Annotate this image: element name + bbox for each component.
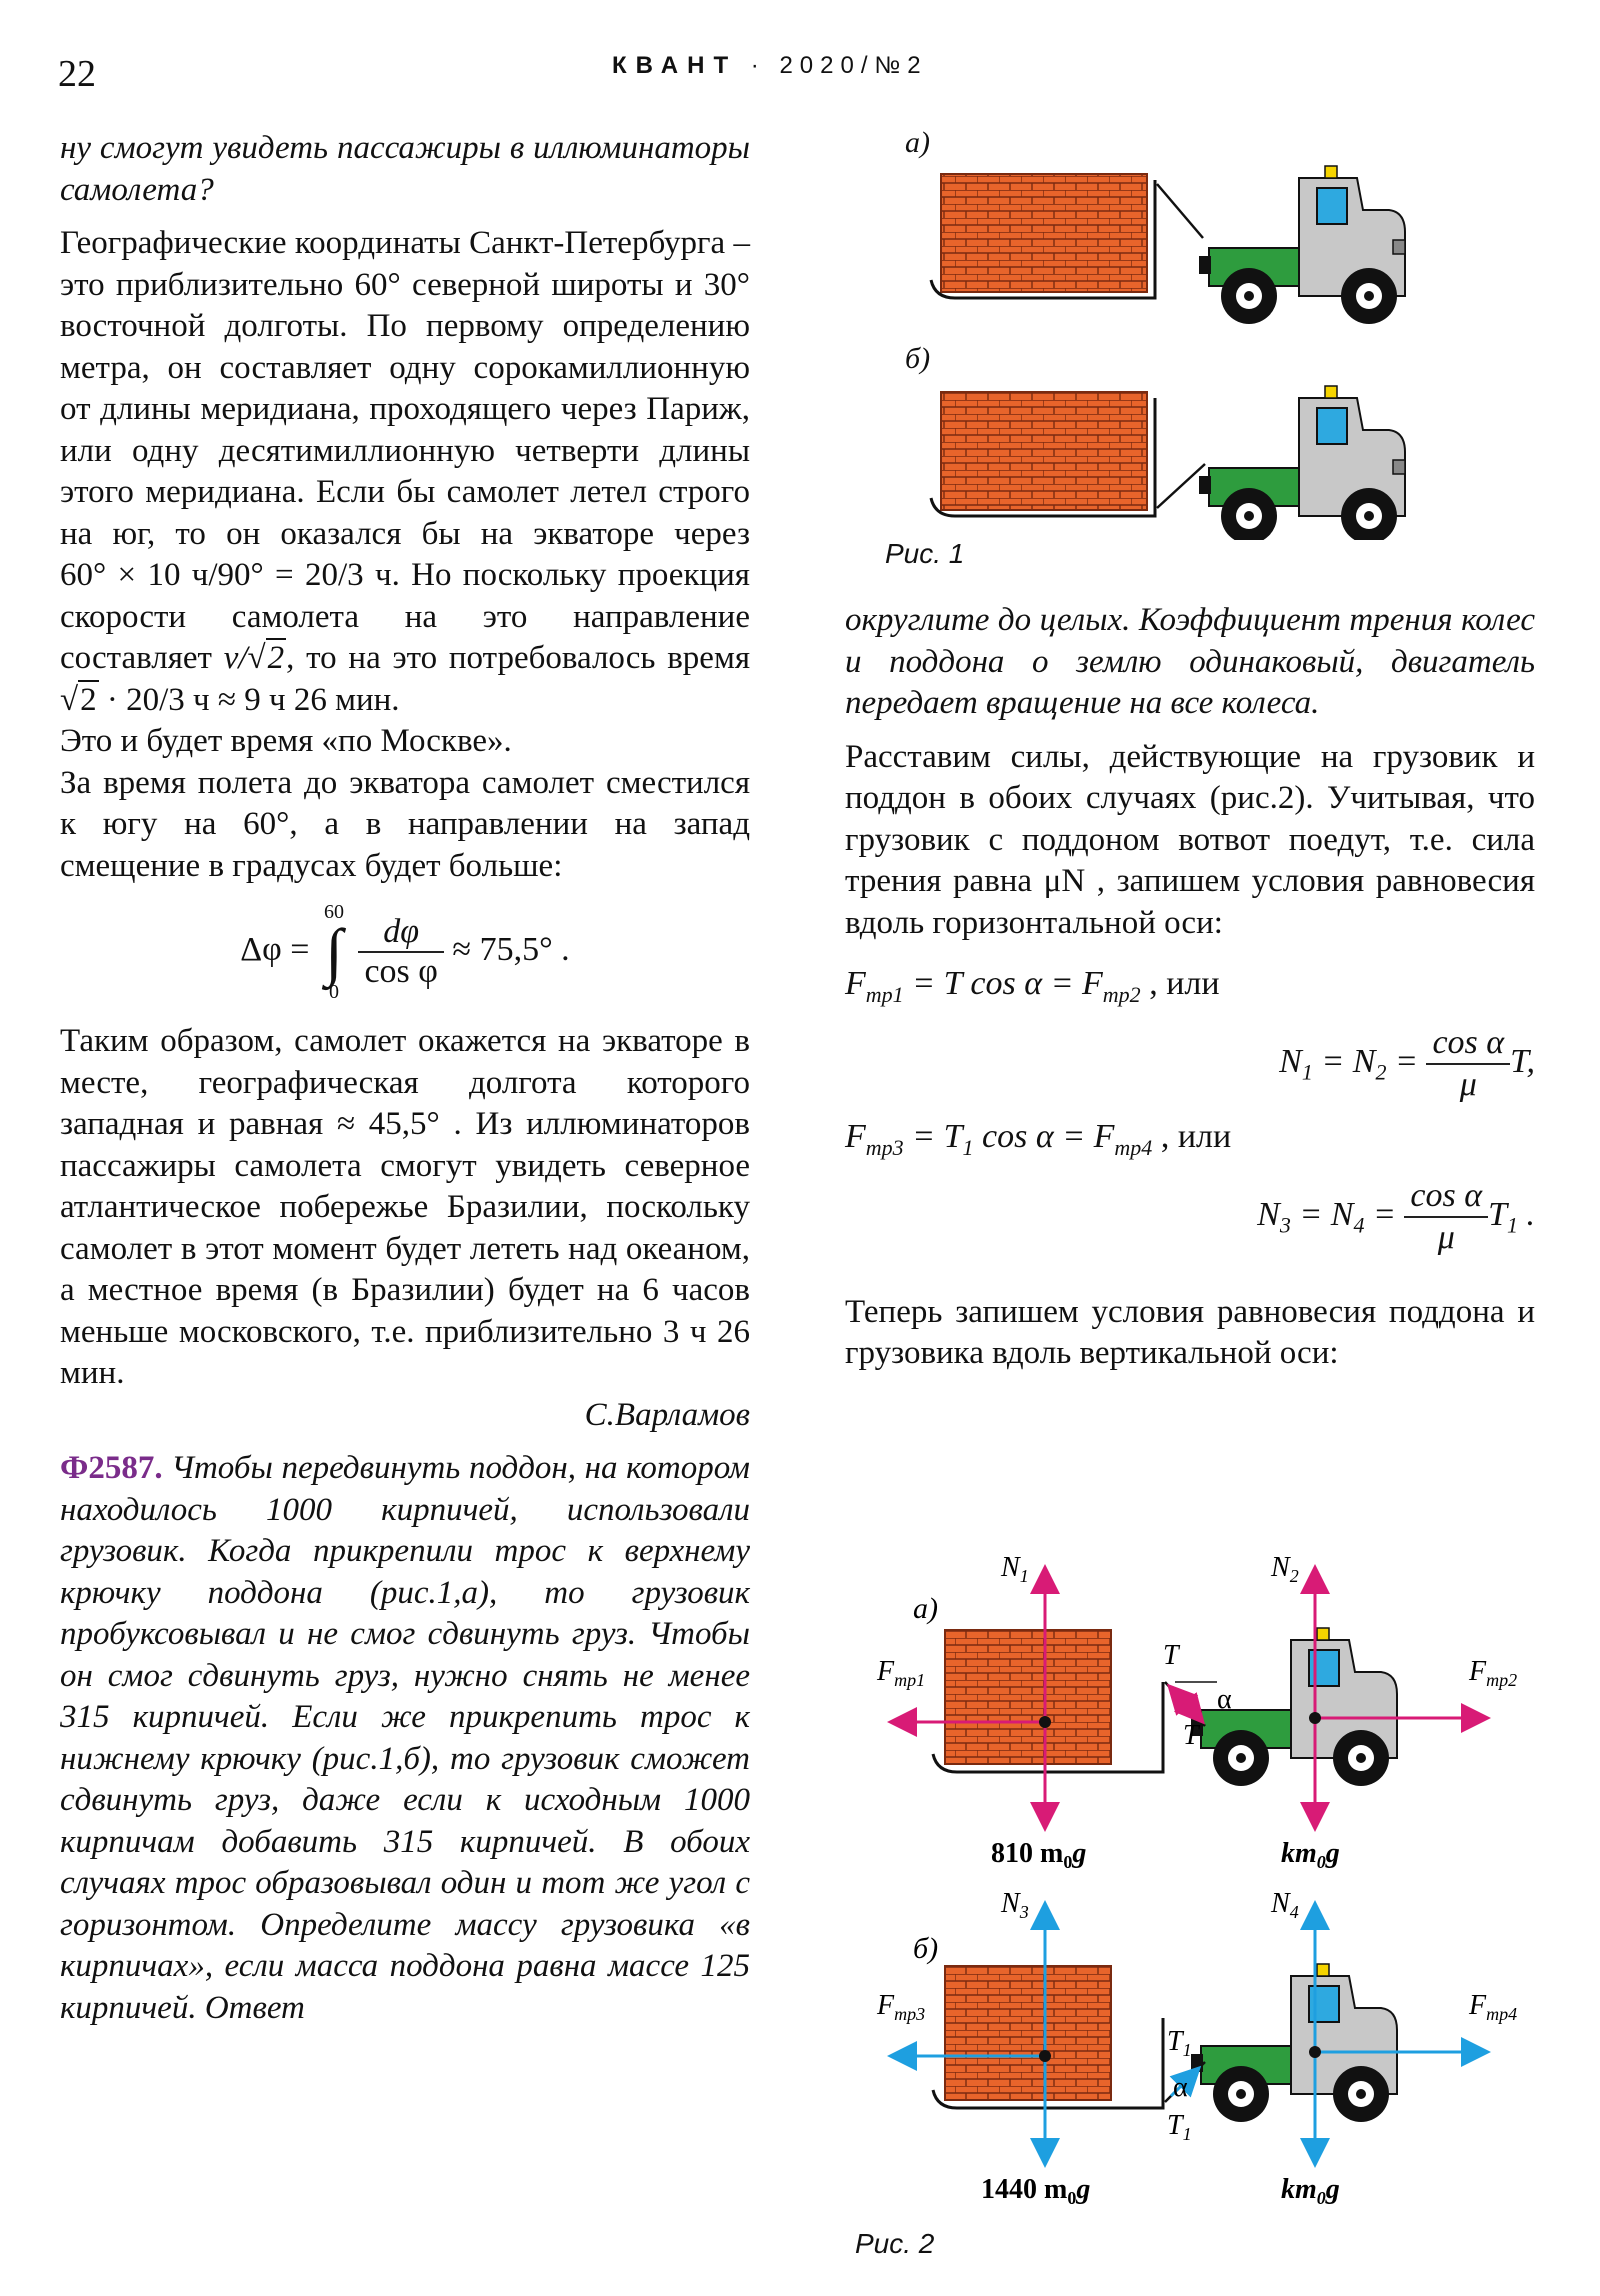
- fig2b-Ftr4-label: $F_{тр4}$: [1469, 1990, 1518, 2024]
- head-separator: ·: [750, 52, 766, 79]
- fig2b-N3-label: $N_3$: [1001, 1888, 1029, 1922]
- fig2-caption: Рис. 2: [855, 2228, 935, 2259]
- right-column: [845, 600, 1535, 1375]
- fig2a-Ftr2-label: $F_{тр2}$: [1469, 1656, 1518, 1690]
- fig2b-truck: [1191, 1964, 1397, 2122]
- figure-2: [845, 1540, 1545, 2260]
- fig2a-cm1: [1039, 1716, 1051, 1728]
- fig2b-cm2: [1309, 2046, 1321, 2058]
- fig1a-truck: [1199, 166, 1405, 324]
- fig2b-pallet: [933, 1966, 1163, 2108]
- formula-1: $F_{тр1} = T$ $\cos \alpha = F_{тр2}$ , или: [845, 965, 1220, 1007]
- fig2a-N1-label: $N_1$: [1001, 1552, 1029, 1586]
- para-text: , то на это потребовалось время: [286, 640, 751, 676]
- math-time-total: √2 · 20/3 ч ≈ 9 ч 26 мин: [60, 681, 392, 718]
- fig1b-truck: [1199, 386, 1405, 540]
- issue-number: 2020/№2: [779, 52, 928, 79]
- problem-number: Ф2587.: [60, 1450, 163, 1486]
- integrand-fraction: $\frac{d\varphi}{\text{cos φ}}$: [358, 913, 443, 991]
- fig1-drawing: [845, 120, 1545, 540]
- math-time: 60° × 10 ч/90° = 20/3 ч: [60, 557, 392, 593]
- formula-4: $N_3 = N_4$ = $\frac{\text{cos α}}{\mu}$ $T_1$ .: [1257, 1176, 1535, 1256]
- figure-1: [845, 120, 1545, 580]
- fig2a-cm2: [1309, 1712, 1321, 1724]
- fig2b-N4-label: $N_4$: [1271, 1888, 1299, 1922]
- fig2a-T2-label: T: [1183, 1720, 1199, 1751]
- forces-paragraph: Расставим силы, действующие на грузовик и поддон в обоих случаях (рис.2). Учитывая, что грузовик с поддоном вотвот поедут, т.е. сила трения равна μN , запишем условия равновесия вдоль горизонтальной оси:: [845, 738, 1535, 941]
- fig1a-rope: [1157, 184, 1203, 238]
- problem-statement: [60, 1448, 750, 2029]
- solution-paragraph-1: Географические координаты Санкт-Петербурга – это приблизительно 60° северной широты и 30° восточной долготы. По первому определению метра, он составляет одну сорокамиллионную от длины меридиана, проходящего через Париж, или одну десятимиллионную четверти длины этого меридиана. Если бы самолет летел строго на юг, то он оказался бы на экваторе через 60° × 10 ч/90° = 20/3 ч. Но поскольку проекция скорости самолета на это направление составляет v/√2, то на это потребовалось время √2 · 20/3 ч ≈ 9 ч 26 мин.: [60, 225, 751, 718]
- fig2a-Ftr1-label: $F_{тр1}$: [877, 1656, 926, 1690]
- fig2a-alpha-label: α: [1217, 1684, 1232, 1715]
- running-head: [612, 52, 928, 80]
- problem-continuation: округлите до целых. Коэффициент трения колес и поддона о землю одинаковый, двигатель передает вращение на все колеса.: [845, 602, 1535, 721]
- formula-3: $F_{тр3} = T_1$ $\cos \alpha = F_{тр4}$ , или: [845, 1117, 1232, 1160]
- integral-sign: 60 ∫ 0: [323, 901, 344, 1003]
- solution-paragraph-4: Таким образом, самолет окажется на экваторе в месте, географическая долгота которого западная и равная ≈ 45,5° . Из иллюминаторов пассажиры самолета смогут увидеть северное атлантическое побережье Бразилии, поскольку самолет в этот момент будет лететь над океаном, а местное время (в Бразилии) будет на 6 часов меньше московского, т.е. приблизительно 3 ч 26 мин.: [60, 1023, 750, 1391]
- author-signature: С.Варламов: [584, 1396, 750, 1433]
- fig2b-T1-label: $T_1$: [1167, 2026, 1192, 2060]
- fig2b-Ftr3-label: $F_{тр3}$: [877, 1990, 926, 2024]
- fig2b-alpha-label: α: [1173, 2072, 1188, 2103]
- fig1-label-a: а): [905, 126, 930, 159]
- solution-paragraph-2: Это и будет время «по Москве».: [60, 723, 512, 759]
- formula-2: $N_1 = N_2$ = $\frac{\text{cos α}}{\mu}$ T,: [1279, 1023, 1535, 1103]
- fig1-label-b: б): [905, 342, 931, 375]
- fig1b-rope: [1157, 464, 1205, 508]
- fig2b-T1b-label: $T_1$: [1167, 2110, 1192, 2144]
- fig2-drawing: [845, 1540, 1545, 2260]
- fig1b-pallet: [931, 392, 1155, 516]
- integral-equation: Δφ = 60 ∫ 0 $\frac{d\varphi}{\text{cos φ}}$ ≈ 75,5° .: [240, 901, 570, 1003]
- problem-text: Чтобы передвинуть поддон, на котором находилось 1000 кирпичей, использовали грузовик. Когда прикрепили трос к верхнему крючку поддона (рис.1,а), то грузовик пробуксовывал и не смог сдвинуть груз. Чтобы он смог сдвинуть груз, нужно снять не менее 315 кирпичей. Если же прикрепить трос к нижнему крючку (рис.1,б), то грузовик сможет сдвинуть груз, даже если к исходным 1000 кирпичам добавить 315 кирпичей. В обоих случаях трос образовывал один и тот же угол с горизонтом. Определите массу грузовика «в кирпичах», если масса поддона равна массе 125 кирпичей. Ответ: [60, 1450, 750, 2026]
- fig1-caption: Рис. 1: [885, 538, 965, 569]
- vertical-paragraph: Теперь запишем условия равновесия поддона и грузовика вдоль вертикальной оси:: [845, 1293, 1535, 1372]
- fig1a-pallet: [931, 174, 1155, 298]
- question-tail: ну смогут увидеть пассажиры в иллюминаторы самолета?: [60, 130, 750, 208]
- fig2a-w2-label: $km_0g$: [1281, 1838, 1340, 1872]
- solution-paragraph-3: За время полета до экватора самолет сместился к югу на 60°, а в направлении на запад смещение в градусах будет больше:: [60, 764, 750, 884]
- fig2b-cm1: [1039, 2050, 1051, 2062]
- fig2b-w1-label: 1440 $m_0g$: [981, 2174, 1091, 2208]
- left-column: [60, 128, 750, 2029]
- fig2-label-b: б): [913, 1932, 939, 1965]
- fig2a-w1-label: 810 $m_0g$: [991, 1838, 1087, 1872]
- fig2a-arrow-T2: [1175, 1690, 1201, 1720]
- fig2a-N2-label: $N_2$: [1271, 1552, 1299, 1586]
- fig2b-w2-label: $km_0g$: [1281, 2174, 1340, 2208]
- journal-title: КВАНТ: [612, 52, 738, 79]
- para-text: . Но поскольку проекция скорости самолета на это направление составляет: [60, 557, 750, 676]
- fig2-label-a: а): [913, 1592, 938, 1625]
- fig2a-pallet: [933, 1630, 1163, 1772]
- para-text: Географические координаты Санкт-Петербурга – это приблизительно 60° северной широты и 30° восточной долготы. По первому определению метра, он составляет одну сорокамиллионную от длины меридиана, проходящего через Париж, или одну десятимиллионную четверти длины этого меридиана. Если бы самолет летел строго на юг, то он оказался бы на экваторе через: [60, 225, 750, 552]
- math-velocity: v/√2: [223, 640, 285, 676]
- fig2a-T-label: T: [1163, 1640, 1179, 1671]
- page-number: 22: [58, 53, 96, 95]
